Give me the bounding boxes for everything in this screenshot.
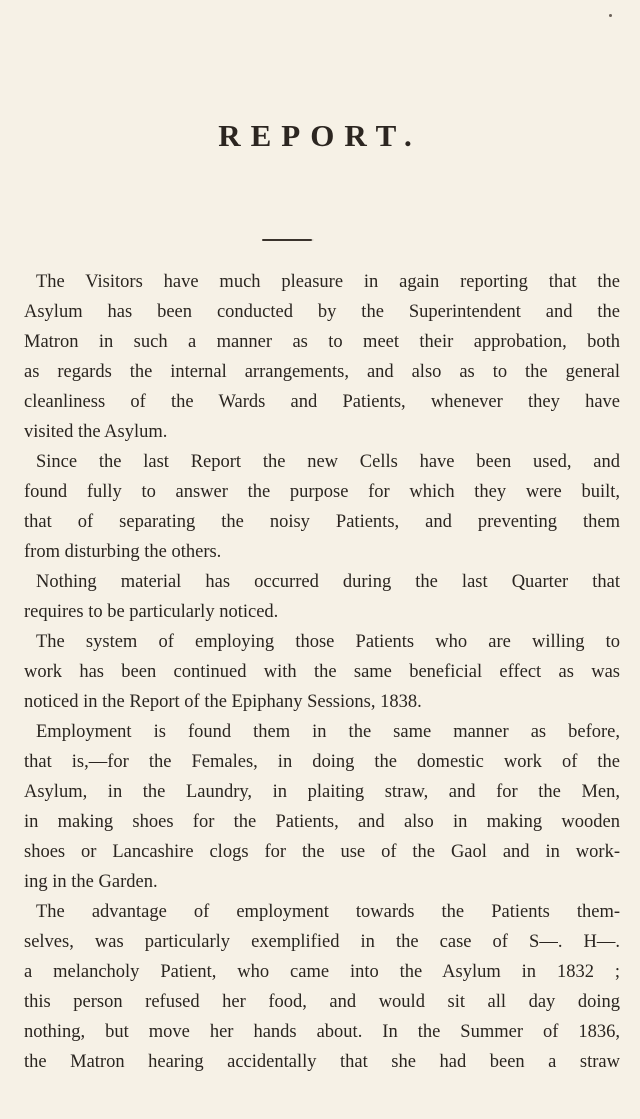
text-line: Asylum, in the Laundry, in plaiting straw, and for the Men, [24,782,620,802]
text-line: Matron in such a manner as to meet their approbation, both [24,332,620,352]
text-line: selves, was particularly exemplified in the case of S—. H—. [24,932,620,952]
text-line: Nothing material has occurred during the last Quarter that [36,572,620,592]
text-line: found fully to answer the purpose for which they were built, [24,482,620,502]
text-line: Asylum has been conducted by the Superintendent and the [24,302,620,322]
ornamental-rule-tail [304,239,314,241]
text-line: cleanliness of the Wards and Patients, whenever they have [24,392,620,412]
text-line: from disturbing the others. [24,542,222,562]
text-line: as regards the internal arrangements, and also as to the general [24,362,620,382]
text-line: this person refused her food, and would sit all day doing [24,992,620,1012]
text-line: a melancholy Patient, who came into the Asylum in 1832 ; [24,962,620,982]
text-line: that is,—for the Females, in doing the domestic work of the [24,752,620,772]
text-line: the Matron hearing accidentally that she had been a straw [24,1052,620,1072]
report-heading: REPORT. [218,118,422,153]
text-line: noticed in the Report of the Epiphany Sessions, 1838. [24,692,422,712]
report-body [24,267,620,1077]
text-line: Employment is found them in the same manner as before, [36,722,620,742]
ink-speck [609,14,612,17]
text-line: in making shoes for the Patients, and also in making wooden [24,812,620,832]
text-line: nothing, but move her hands about. In the Summer of 1836, [24,1022,620,1042]
text-line: The advantage of employment towards the Patients them- [36,902,620,922]
text-line: that of separating the noisy Patients, and preventing them [24,512,620,532]
text-line: visited the Asylum. [24,422,168,442]
text-line: work has been continued with the same beneficial effect as was [24,662,620,682]
text-line: The system of employing those Patients who are willing to [36,632,620,652]
text-line: requires to be particularly noticed. [24,602,279,622]
text-line: ing in the Garden. [24,872,158,892]
text-line: shoes or Lancashire clogs for the use of the Gaol and in work- [24,842,620,862]
text-line: Since the last Report the new Cells have been used, and [36,452,620,472]
text-line: The Visitors have much pleasure in again reporting that the [36,272,620,292]
